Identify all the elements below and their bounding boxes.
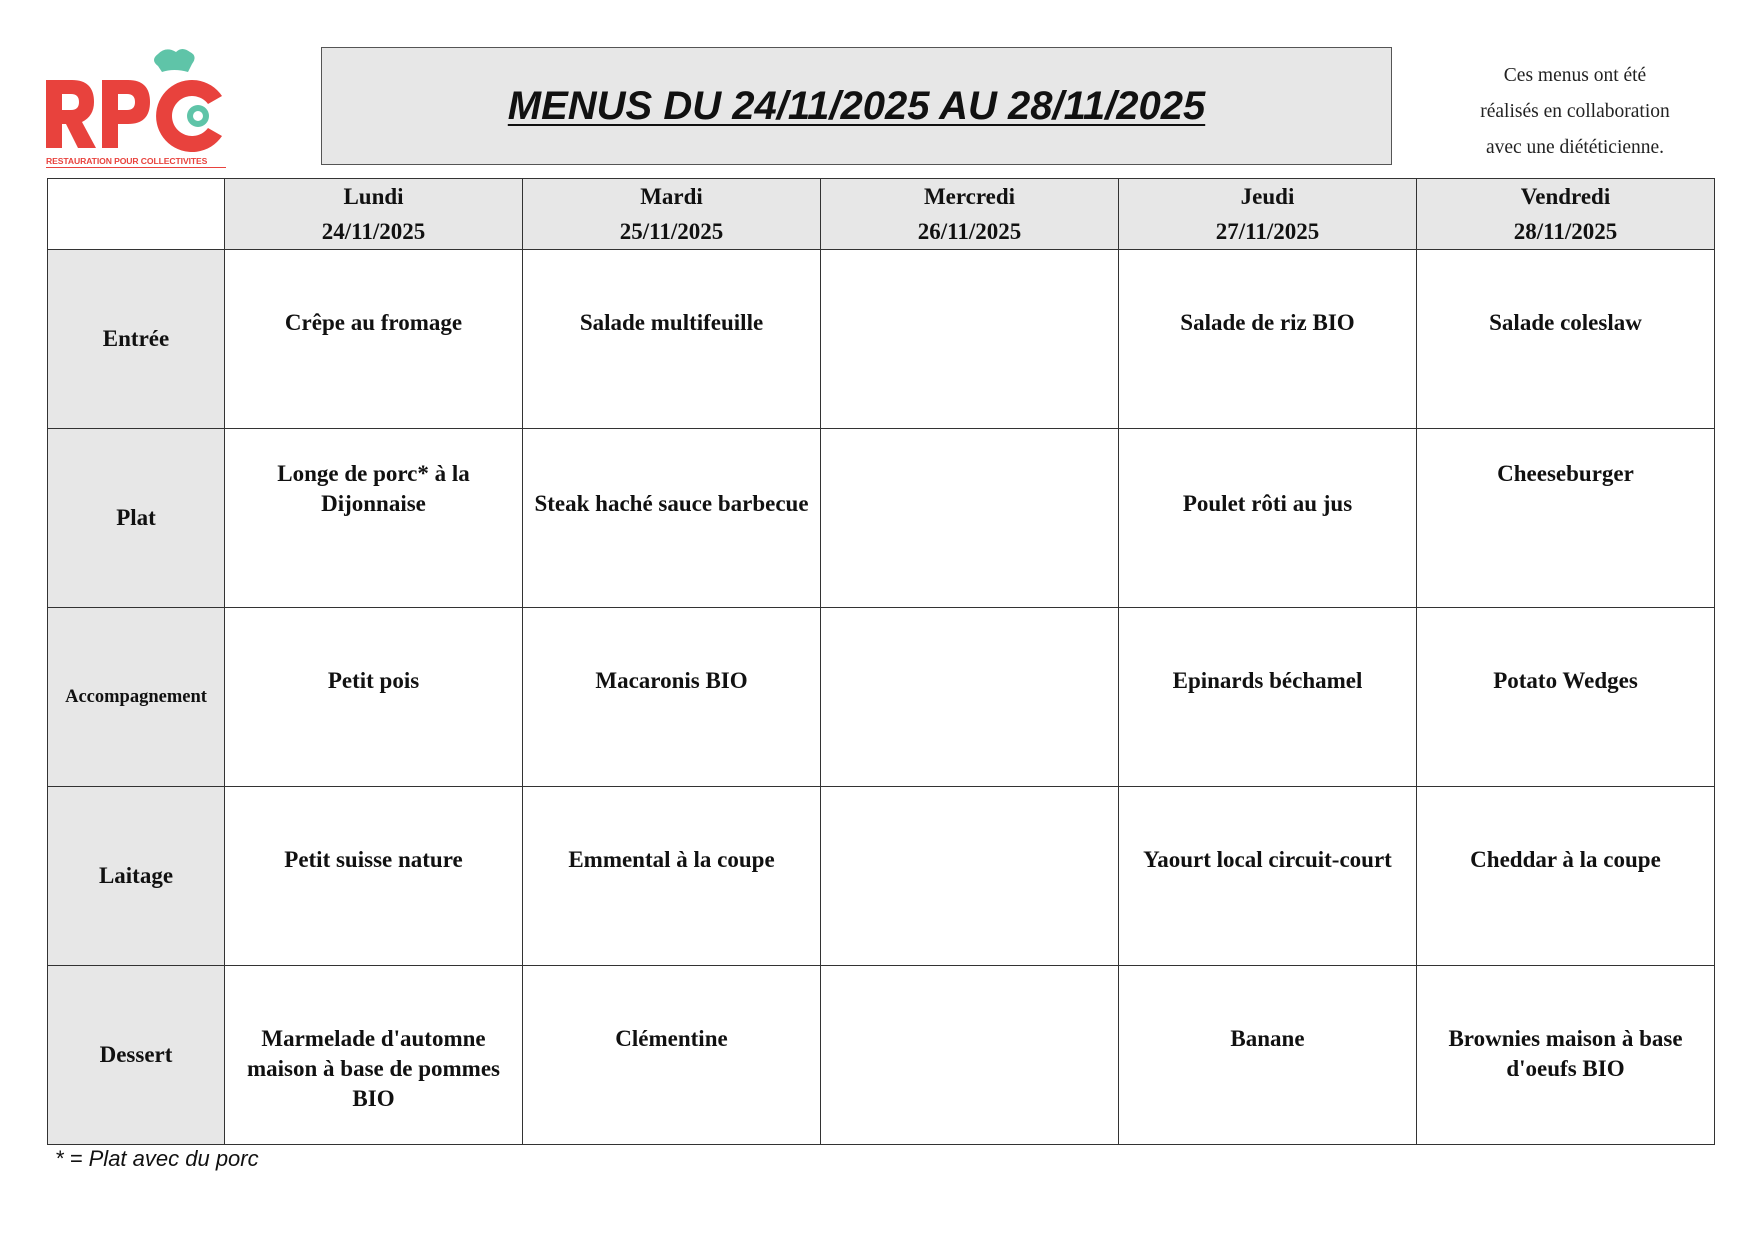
dish: Salade de riz BIO	[1180, 310, 1355, 335]
day-name: Vendredi	[1520, 184, 1611, 209]
dish: Marmelade d'automne maison à base de pommes BIO	[246, 1026, 500, 1111]
corner-cell	[48, 179, 225, 250]
chef-hat-logo-icon	[46, 46, 226, 156]
dish: Petit suisse nature	[284, 847, 463, 872]
menu-cell	[1417, 250, 1715, 429]
menu-cell	[1417, 966, 1715, 1145]
dish: Yaourt local circuit-court	[1143, 847, 1392, 872]
day-date: 28/11/2025	[1513, 219, 1618, 244]
dish	[821, 250, 1118, 308]
day-name: Mardi	[640, 184, 703, 209]
row-plat	[48, 429, 1715, 608]
rpc-logo	[46, 46, 226, 170]
dish: Macaronis BIO	[595, 668, 748, 693]
dish: Clémentine	[615, 1026, 728, 1051]
dish	[821, 966, 1118, 1024]
row-label-plat: Plat	[48, 429, 225, 608]
menu-cell	[225, 787, 523, 966]
dish: Longe de porc* à la Dijonnaise	[277, 461, 470, 516]
menu-table	[47, 178, 1715, 1145]
dish: Salade coleslaw	[1489, 310, 1642, 335]
row-laitage	[48, 787, 1715, 966]
menu-cell	[821, 250, 1119, 429]
title-banner	[321, 47, 1392, 165]
dish	[821, 787, 1118, 845]
page-title: MENUS DU 24/11/2025 AU 28/11/2025	[507, 83, 1206, 128]
dish: Potato Wedges	[1493, 668, 1638, 693]
menu-cell	[1119, 608, 1417, 787]
dish: Petit pois	[327, 668, 420, 693]
note-line: réalisés en collaboration	[1480, 101, 1670, 122]
dish: Brownies maison à base d'oeufs BIO	[1448, 1026, 1683, 1081]
dish: Cheddar à la coupe	[1470, 847, 1661, 872]
menu-cell	[1119, 966, 1417, 1145]
menu-cell	[225, 966, 523, 1145]
day-name: Jeudi	[1240, 184, 1295, 209]
menu-cell	[1417, 787, 1715, 966]
note-line: avec une diététicienne.	[1485, 137, 1665, 158]
day-header-mercredi	[821, 179, 1119, 250]
menu-cell	[523, 966, 821, 1145]
menu-cell	[1119, 429, 1417, 608]
dish: Banane	[1230, 1026, 1305, 1051]
day-header-lundi	[225, 179, 523, 250]
dish: Salade multifeuille	[579, 310, 764, 335]
row-accompagnement	[48, 608, 1715, 787]
menu-cell	[821, 429, 1119, 608]
menu-cell	[225, 608, 523, 787]
day-date: 24/11/2025	[321, 219, 426, 244]
dish: Epinards béchamel	[1172, 668, 1363, 693]
row-entree	[48, 250, 1715, 429]
dish	[821, 429, 1118, 459]
row-label-accompagnement: Accompagnement	[48, 608, 225, 787]
menu-cell	[225, 250, 523, 429]
menu-cell	[1417, 608, 1715, 787]
dish: Steak haché sauce barbecue	[534, 491, 809, 516]
menu-cell	[523, 608, 821, 787]
row-label-dessert: Dessert	[48, 966, 225, 1145]
day-header-jeudi	[1119, 179, 1417, 250]
menu-cell	[1119, 787, 1417, 966]
menu-cell	[821, 966, 1119, 1145]
row-label-entree: Entrée	[48, 250, 225, 429]
day-header-vendredi	[1417, 179, 1715, 250]
dish: Emmental à la coupe	[568, 847, 775, 872]
menu-cell	[1417, 429, 1715, 608]
row-dessert	[48, 966, 1715, 1145]
menu-cell	[225, 429, 523, 608]
day-date: 26/11/2025	[917, 219, 1022, 244]
row-label-laitage: Laitage	[48, 787, 225, 966]
day-name: Lundi	[343, 184, 404, 209]
pork-footnote: * = Plat avec du porc	[55, 1146, 259, 1171]
menu-cell	[821, 787, 1119, 966]
note-line: Ces menus ont été	[1503, 65, 1647, 86]
day-name: Mercredi	[923, 184, 1016, 209]
day-header-row	[48, 179, 1715, 250]
menu-cell	[523, 429, 821, 608]
menu-cell	[821, 608, 1119, 787]
day-header-mardi	[523, 179, 821, 250]
dietitian-note	[1440, 58, 1710, 166]
dish	[821, 608, 1118, 666]
dish: Poulet rôti au jus	[1182, 491, 1353, 516]
dish: Crêpe au fromage	[284, 310, 463, 335]
dish: Cheeseburger	[1497, 461, 1634, 486]
day-date: 25/11/2025	[619, 219, 724, 244]
menu-cell	[1119, 250, 1417, 429]
logo-tagline: RESTAURATION POUR COLLECTIVITES	[46, 156, 226, 168]
menu-cell	[523, 250, 821, 429]
menu-cell	[523, 787, 821, 966]
day-date: 27/11/2025	[1215, 219, 1320, 244]
